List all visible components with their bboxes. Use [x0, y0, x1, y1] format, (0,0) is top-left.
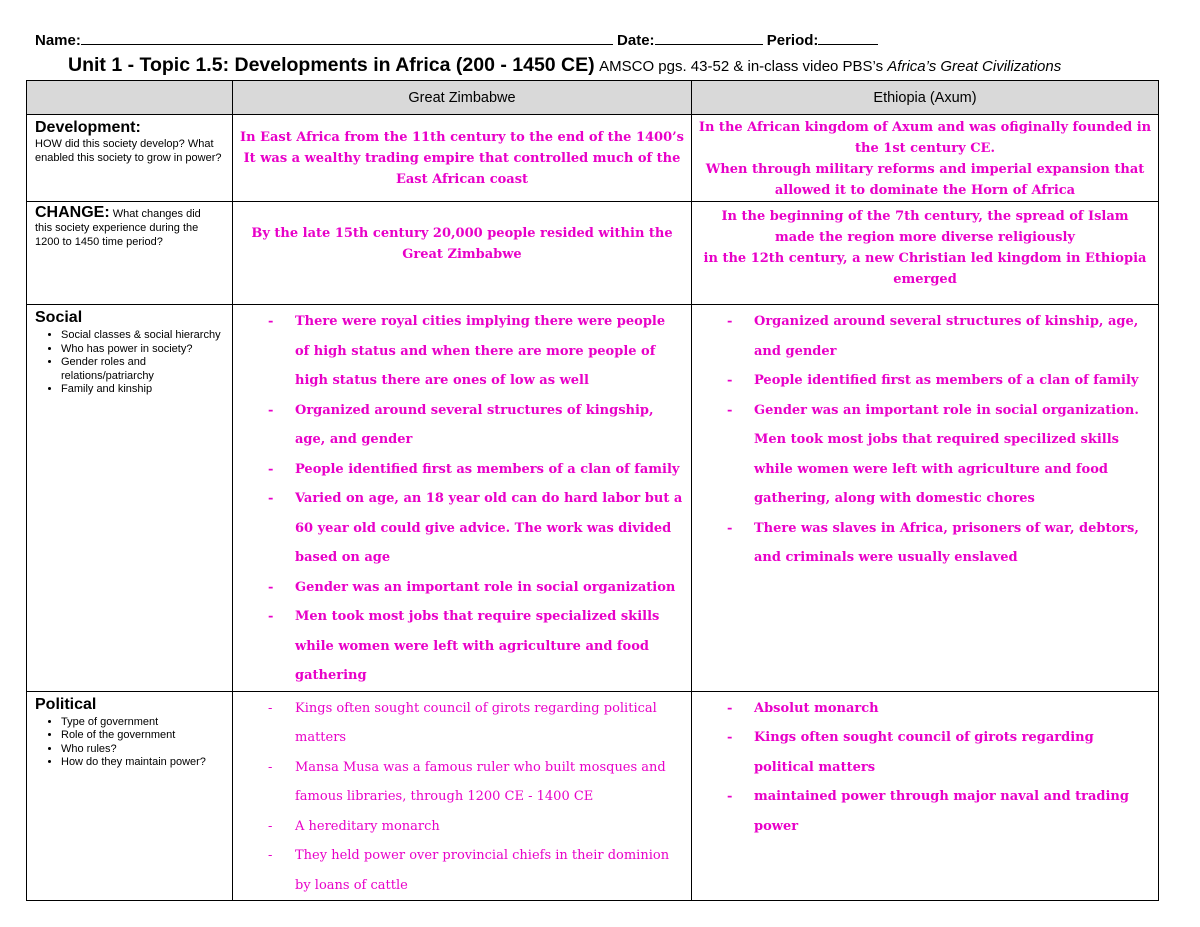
political-prompts	[35, 716, 224, 770]
list-item: - Absolut monarch	[754, 694, 1150, 724]
political-label-cell	[27, 691, 233, 901]
header-ethiopia: Ethiopia (Axum)	[692, 81, 1159, 115]
development-zimbabwe[interactable]	[233, 115, 692, 202]
row-political	[27, 691, 1159, 901]
list-item: - They held power over provincial chiefs in their dominion by loans of cattle	[295, 841, 683, 900]
list-item: • Social classes & social hierarchy	[61, 329, 224, 343]
political-ethiopia[interactable]	[692, 691, 1159, 901]
name-blank[interactable]	[81, 30, 613, 45]
date-label: Date:	[617, 32, 655, 49]
date-blank[interactable]	[655, 30, 763, 45]
change-title: CHANGE:	[35, 204, 110, 221]
development-zimbabwe-text: In East Africa from the 11th century to the end of the 1400’s It was a wealthy trading empire that controlled much of the East African coast	[240, 129, 684, 187]
list-item: • Role of the government	[61, 729, 224, 743]
list-item: - maintained power through major naval and trading power	[754, 782, 1150, 841]
period-label: Period:	[766, 32, 819, 49]
header-row	[27, 81, 1159, 115]
row-social	[27, 305, 1159, 692]
change-ethiopia[interactable]	[692, 202, 1159, 305]
title-source	[599, 58, 1061, 75]
list-item: • Gender roles and relations/patriarchy	[61, 356, 224, 383]
development-ethiopia-line2: When through military reforms and imperial expansion that allowed it to dominate the Horn of Africa	[705, 162, 1145, 198]
change-label-cell	[27, 202, 233, 305]
list-item: • Who rules?	[61, 743, 224, 757]
list-item: - Organized around several structures of kingship, age, and gender	[295, 396, 683, 455]
change-question: this society experience during the 1200 to 1450 time period?	[35, 222, 199, 248]
header-zimbabwe: Great Zimbabwe	[233, 81, 692, 115]
political-zimbabwe-list	[233, 694, 691, 901]
comparison-table	[26, 80, 1159, 901]
list-item: - Kings often sought council of girots regarding political matters	[754, 723, 1150, 782]
list-item: - People identified first as members of a clan of family	[754, 366, 1150, 396]
list-item: - Varied on age, an 18 year old can do hard labor but a 60 year old could give advice. The work was divided based on age	[295, 484, 683, 573]
change-ethiopia-list	[692, 206, 1158, 290]
period-blank[interactable]	[818, 30, 878, 45]
list-item: - Gender was an important role in social organization	[295, 573, 683, 603]
political-title: Political	[35, 695, 97, 713]
social-zimbabwe[interactable]	[233, 305, 692, 692]
social-prompts	[35, 329, 224, 397]
list-item: • Who has power in society?	[61, 343, 224, 357]
change-question-inline: What changes did	[109, 208, 201, 220]
title-source-text: AMSCO pgs. 43-52 & in-class video PBS’s	[599, 58, 884, 75]
list-item: • Type of government	[61, 716, 224, 730]
list-item: - Men took most jobs that require specialized skills while women were left with agriculture and food gathering	[295, 602, 683, 691]
list-item: - Organized around several structures of kinship, age, and gender	[754, 307, 1150, 366]
list-item: - There was slaves in Africa, prisoners of war, debtors, and criminals were usually enslaved	[754, 514, 1150, 573]
change-zimbabwe[interactable]	[233, 202, 692, 305]
list-item: in the 12th century, a new Christian led kingdom in Ethiopia emerged	[703, 251, 1147, 287]
list-item: • Family and kinship	[61, 383, 224, 397]
list-item: - Mansa Musa was a famous ruler who built mosques and famous libraries, through 1200 CE - 1400 CE	[295, 753, 683, 812]
worksheet-title	[68, 54, 1061, 77]
list-item: - A hereditary monarch	[295, 812, 683, 842]
list-item: - Kings often sought council of girots regarding political matters	[295, 694, 683, 753]
development-ethiopia-line1: In the African kingdom of Axum and was ofiginally founded in the 1st century CE.	[698, 120, 1152, 156]
name-label: Name:	[35, 32, 81, 49]
political-zimbabwe[interactable]	[233, 691, 692, 901]
social-ethiopia-list	[692, 307, 1158, 573]
student-info-line	[35, 30, 878, 49]
list-item: - People identified first as members of a clan of family	[295, 455, 683, 485]
social-zimbabwe-list	[233, 307, 691, 691]
row-development	[27, 115, 1159, 202]
development-label-cell	[27, 115, 233, 202]
development-ethiopia[interactable]	[692, 115, 1159, 202]
row-change	[27, 202, 1159, 305]
header-blank-cell	[27, 81, 233, 115]
title-main: Unit 1 - Topic 1.5: Developments in Africa (200 - 1450 CE)	[68, 54, 595, 76]
title-source-italic: Africa’s Great Civilizations	[887, 58, 1062, 75]
social-title: Social	[35, 309, 83, 326]
list-item: - Gender was an important role in social organization. Men took most jobs that required specilized skills while women were left with agriculture and food gathering, along with domestic chores	[754, 396, 1150, 514]
list-item: - There were royal cities implying there were people of high status and when there are more people of high status there are ones of low as well	[295, 307, 683, 396]
development-title: Development:	[35, 119, 141, 136]
political-ethiopia-list	[692, 694, 1158, 842]
development-question: HOW did this society develop? What enabled this society to grow in power?	[35, 138, 222, 164]
social-label-cell	[27, 305, 233, 692]
list-item: • How do they maintain power?	[61, 756, 224, 770]
list-item: In the beginning of the 7th century, the spread of Islam made the region more diverse religiously	[721, 209, 1129, 245]
social-ethiopia[interactable]	[692, 305, 1159, 692]
change-zimbabwe-text: By the late 15th century 20,000 people resided within the Great Zimbabwe	[251, 226, 673, 262]
